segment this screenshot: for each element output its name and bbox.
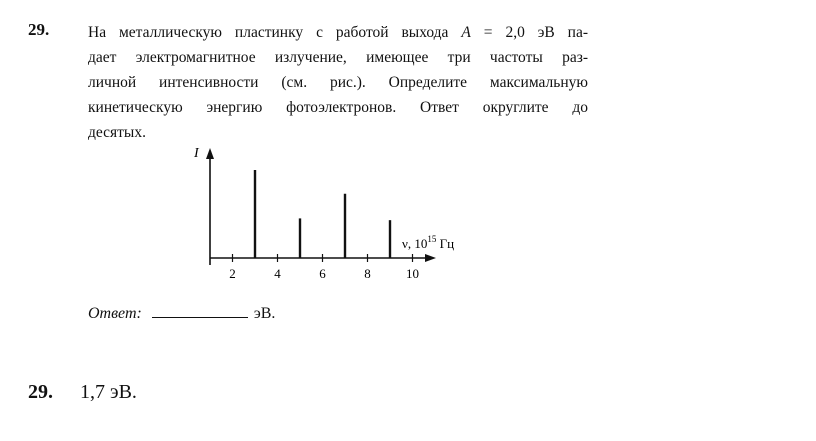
y-axis-label: I: [194, 146, 199, 161]
problem-line-2: дает электромагнитное излучение, имеющее три частоты раз-: [88, 49, 588, 66]
x-tick-label-2: 2: [229, 266, 236, 281]
x-tick-label-4: 4: [274, 266, 281, 281]
problem-text: [88, 20, 588, 145]
x-tick-label-8: 8: [364, 266, 371, 281]
problem-number: 29.: [28, 20, 50, 39]
problem-line-4: кинетическую энергию фотоэлектронов. Ответ округлите до: [88, 99, 588, 116]
problem-line-1: На металлическую пластинку с работой выхода A = 2,0 эВ па-: [88, 24, 589, 41]
x-axis-arrow: [425, 254, 436, 262]
spectrum-chart: [180, 140, 480, 290]
x-axis-label: ν, $10^{15}$ Гц: [402, 234, 455, 251]
solution-number: 29.: [28, 381, 53, 403]
work-function-variable: A: [461, 24, 471, 41]
problem-line-3: личной интенсивности (см. рис.). Определите максимальную: [88, 74, 588, 91]
answer-label: Ответ:: [88, 305, 142, 322]
problem-line-5: десятых.: [88, 124, 146, 141]
y-axis-arrow: [206, 148, 214, 159]
solution-text: 1,7 эВ.: [80, 381, 137, 403]
x-tick-label-6: 6: [319, 266, 326, 281]
answer-blank[interactable]: [152, 303, 248, 318]
answer-row: [88, 303, 275, 323]
answer-unit: эВ.: [253, 305, 276, 322]
work-function-value: = 2,0 эВ па-: [470, 24, 589, 41]
x-tick-label-10: 10: [406, 266, 419, 281]
